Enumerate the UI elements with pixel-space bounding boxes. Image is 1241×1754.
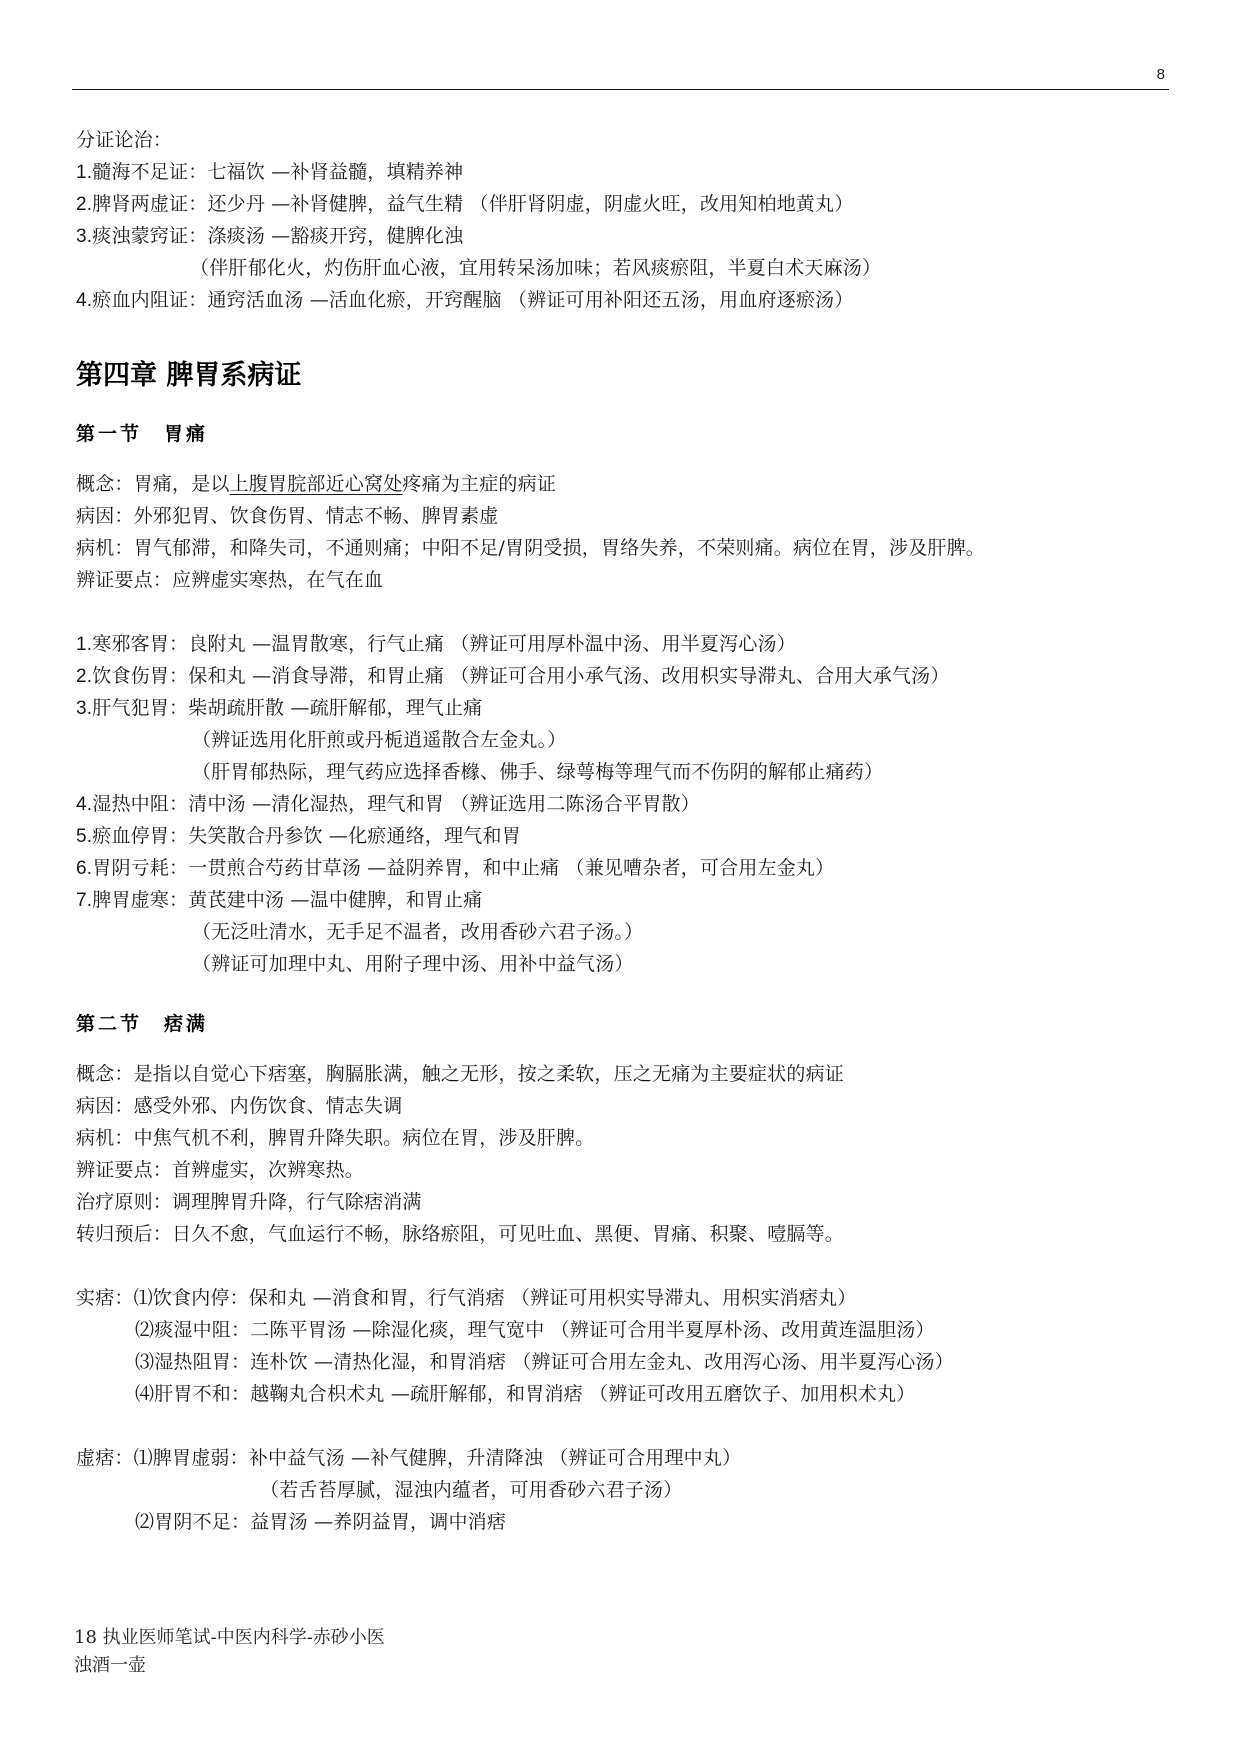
spacer (76, 1250, 1166, 1282)
item-text: （伴肝郁化火，灼伤肝血心液，宜用转呆汤加味；若风痰瘀阻，半夏白术天麻汤） (190, 257, 882, 279)
concept-underlined: 上腹胃脘部近心窝处 (229, 473, 403, 495)
mechanism-line: 病机：中焦气机不利，脾胃升降失职。病位在胃，涉及肝脾。 (76, 1127, 595, 1149)
principle-line: 治疗原则：调理脾胃升降，行气除痞消满 (76, 1191, 422, 1213)
item-text: （肝胃郁热际，理气药应选择香橼、佛手、绿萼梅等理气而不伤阴的解郁止痛药） (192, 761, 884, 783)
list-item (76, 156, 1166, 188)
list-item-note (76, 948, 1166, 980)
item-text: 瘀血内阻证：通窍活血汤 —活血化瘀，开窍醒脑 （辨证可用补阳还五汤，用血府逐瘀汤） (92, 289, 854, 311)
list-item: ⑶湿热阻胃：连朴饮 —清热化湿，和胃消痞 （辨证可合用左金丸、改用泻心汤、用半夏泻心汤） (135, 1351, 954, 1373)
section-heading (76, 418, 1166, 450)
item-number: 2. (76, 666, 93, 687)
section-heading (76, 1008, 1166, 1040)
treatment-heading: 分证论治： (76, 129, 173, 151)
list-item-note (76, 724, 1166, 756)
page-content (76, 124, 1166, 1538)
item-number: 4. (76, 290, 93, 311)
item-text: 脾肾两虚证：还少丹 —补肾健脾，益气生精 （伴肝肾阴虚，阴虚火旺，改用知柏地黄丸） (92, 193, 854, 215)
list-item: ⑵胃阴不足：益胃汤 —养阴益胃，调中消痞 (135, 1511, 507, 1533)
item-number: 1. (76, 634, 93, 655)
list-item: 虚痞：⑴脾胃虚弱：补中益气汤 —补气健脾，升清降浊 （辨证可合用理中丸） (76, 1447, 742, 1469)
key-points-line: 辨证要点：首辨虚实，次辨寒热。 (76, 1159, 365, 1181)
cause-line: 病因：外邪犯胃、饮食伤胃、情志不畅、脾胃素虚 (76, 505, 499, 527)
list-item-note: （若舌苔厚腻，湿浊内蕴者，可用香砂六君子汤） (260, 1479, 683, 1501)
section-label: 第一节 (76, 423, 143, 445)
list-item (76, 692, 1166, 724)
concept-line: 概念：是指以自觉心下痞塞，胸膈胀满，触之无形，按之柔软，压之无痛为主要症状的病证 (76, 1063, 845, 1085)
list-item (76, 820, 1166, 852)
header-rule (72, 89, 1169, 90)
item-text: （辨证可加理中丸、用附子理中汤、用补中益气汤） (192, 953, 634, 975)
spacer (76, 596, 1166, 628)
item-text: 饮食伤胃：保和丸 —消食导滞，和胃止痛 （辨证可合用小承气汤、改用枳实导滞丸、合用大承气汤） (92, 665, 950, 687)
list-item (76, 284, 1166, 316)
item-number: 6. (76, 858, 93, 879)
list-item (76, 788, 1166, 820)
list-item-note (76, 252, 1166, 284)
list-item-note (76, 916, 1166, 948)
list-item (76, 220, 1166, 252)
item-text: 湿热中阻：清中汤 —清化湿热，理气和胃 （辨证选用二陈汤合平胃散） (92, 793, 700, 815)
section-title: 胃痛 (164, 423, 209, 445)
list-item: ⑷肝胃不和：越鞠丸合枳术丸 —疏肝解郁，和胃消痞 （辨证可改用五磨饮子、加用枳术丸） (135, 1383, 916, 1405)
item-number: 2. (76, 194, 93, 215)
item-text: （无泛吐清水，无手足不温者，改用香砂六君子汤。） (192, 921, 644, 943)
concept-line (76, 468, 1166, 500)
item-text: （辨证选用化肝煎或丹栀逍遥散合左金丸。） (192, 729, 567, 751)
footer-line-1: 18 执业医师笔试-中医内科学-赤砂小医 (74, 1627, 385, 1648)
list-item-note (76, 756, 1166, 788)
item-text: 髓海不足证：七福饮 —补肾益髓，填精养神 (92, 161, 464, 183)
prognosis-line: 转归预后：日久不愈，气血运行不畅，脉络瘀阻，可见吐血、黑便、胃痛、积聚、噎膈等。 (76, 1223, 845, 1245)
item-number: 5. (76, 826, 93, 847)
page-footer (74, 1624, 385, 1680)
item-number: 3. (76, 698, 93, 719)
list-item: ⑵痰湿中阻：二陈平胃汤 —除湿化痰，理气宽中 （辨证可合用半夏厚朴汤、改用黄连温胆汤） (135, 1319, 935, 1341)
item-text: 脾胃虚寒：黄芪建中汤 —温中健脾，和胃止痛 (92, 889, 483, 911)
item-text: 瘀血停胃：失笑散合丹参饮 —化瘀通络，理气和胃 (92, 825, 521, 847)
chapter-title: 第四章 脾胃系病证 (76, 360, 302, 391)
page-number: 8 (1156, 66, 1165, 83)
item-number: 4. (76, 794, 93, 815)
item-text: 痰浊蒙窍证：涤痰汤 —豁痰开窍，健脾化浊 (92, 225, 464, 247)
item-text: 胃阴亏耗：一贯煎合芍药甘草汤 —益阴养胃，和中止痛 （兼见嘈杂者，可合用左金丸） (92, 857, 835, 879)
item-number: 3. (76, 226, 93, 247)
item-text: 寒邪客胃：良附丸 —温胃散寒，行气止痛 （辨证可用厚朴温中汤、用半夏泻心汤） (92, 633, 796, 655)
list-item (76, 884, 1166, 916)
mechanism-line: 病机：胃气郁滞，和降失司，不通则痛；中阳不足/胃阴受损，胃络失养，不荣则痛。病位在胃，涉及肝脾。 (76, 537, 986, 559)
key-points-line: 辨证要点：应辨虚实寒热，在气在血 (76, 569, 384, 591)
list-item (76, 660, 1166, 692)
item-number: 7. (76, 890, 93, 911)
cause-line: 病因：感受外邪、内伤饮食、情志失调 (76, 1095, 403, 1117)
list-item (76, 188, 1166, 220)
item-number: 1. (76, 162, 93, 183)
spacer (76, 1410, 1166, 1442)
section-label: 第二节 (76, 1013, 143, 1035)
footer-line-2: 浊酒一壶 (74, 1655, 146, 1676)
item-text: 肝气犯胃：柴胡疏肝散 —疏肝解郁，理气止痛 (92, 697, 483, 719)
section-title: 痞满 (164, 1013, 209, 1035)
concept-prefix: 概念：胃痛，是以 (76, 473, 230, 495)
concept-suffix: 疼痛为主症的病证 (402, 473, 557, 495)
list-item (76, 628, 1166, 660)
list-item (76, 852, 1166, 884)
list-item: 实痞：⑴饮食内停：保和丸 —消食和胃，行气消痞 （辨证可用枳实导滞丸、用枳实消痞丸） (76, 1287, 857, 1309)
